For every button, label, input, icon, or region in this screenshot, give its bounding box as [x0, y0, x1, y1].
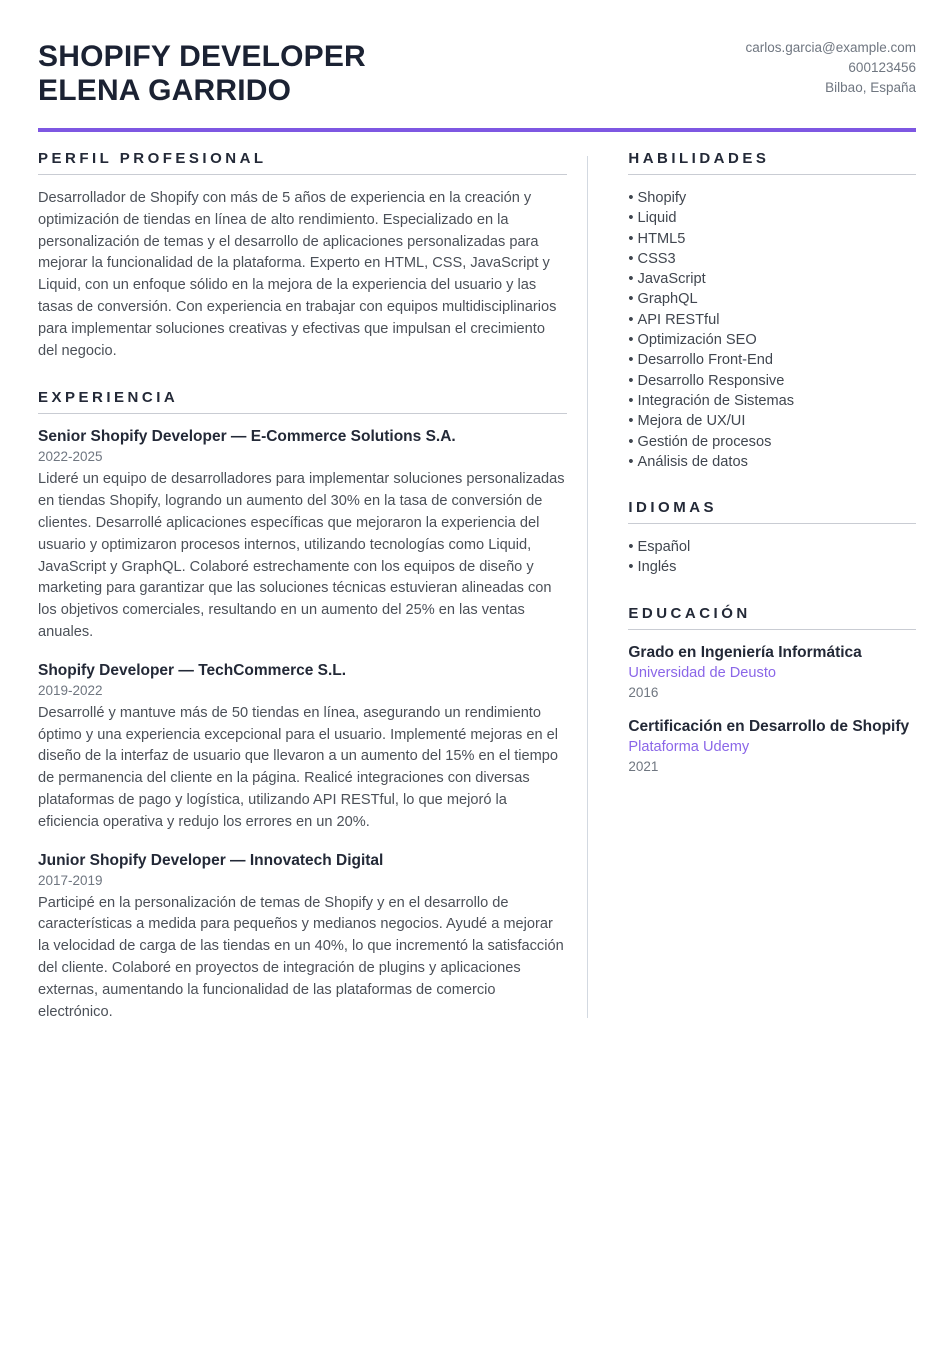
skill-item: • Mejora de UX/UI: [628, 411, 916, 431]
skill-item: • GraphQL: [628, 289, 916, 309]
education-heading: EDUCACIÓN: [628, 605, 916, 630]
languages-heading: IDIOMAS: [628, 499, 916, 524]
skills-list: [628, 188, 916, 472]
contact-phone: 600123456: [848, 60, 916, 75]
job-title: Senior Shopify Developer — E-Commerce Solutions S.A.: [38, 428, 456, 446]
skill-item: • API RESTful: [628, 310, 916, 330]
section-experience: [38, 389, 567, 1023]
accent-divider: [38, 128, 916, 132]
candidate-name: ELENA GARRIDO: [38, 74, 292, 107]
profile-heading: PERFIL PROFESIONAL: [38, 150, 567, 175]
education-entry: [628, 717, 916, 776]
skill-item: • Shopify: [628, 188, 916, 208]
right-column: [628, 150, 916, 1050]
contact-block: [745, 38, 916, 98]
section-profile: [38, 150, 567, 362]
job-entry: [38, 851, 567, 1024]
education-institution-link[interactable]: Plataforma Udemy: [628, 738, 750, 755]
resume-body: [38, 150, 916, 1050]
job-title: Junior Shopify Developer — Innovatech Digital: [38, 851, 384, 869]
education-title: Grado en Ingeniería Informática: [628, 643, 862, 661]
skill-item: • Optimización SEO: [628, 330, 916, 350]
job-entry: [38, 661, 567, 834]
name-block: [38, 40, 366, 108]
profile-text: Desarrollador de Shopify con más de 5 años de experiencia en la creación y optimización de tiendas en línea de alto rendimiento. Especializado en la personalización de temas y el desarrollo de aplicaciones personalizadas para mejorar la funcionalidad de la plataforma. Experto en HTML, CSS, JavaScript y Liquid, con un enfoque sólido en la mejora de la experiencia del usuario y las tasas de conversión. Con experiencia en trabajar con equipos multidisciplinarios para implementar soluciones creativas y efectivas que impulsan el crecimiento del negocio.: [38, 190, 557, 359]
contact-email: carlos.garcia@example.com: [745, 40, 916, 55]
job-period: 2022-2025: [38, 449, 103, 465]
skill-item: • HTML5: [628, 229, 916, 249]
skill-item: • Gestión de procesos: [628, 432, 916, 452]
job-period: 2017-2019: [38, 872, 103, 888]
resume-header: [38, 34, 916, 108]
job-title-heading: SHOPIFY DEVELOPER: [38, 40, 366, 73]
skill-item: • CSS3: [628, 249, 916, 269]
language-item: • Español: [628, 537, 916, 557]
skill-item: • JavaScript: [628, 269, 916, 289]
languages-list: [628, 537, 916, 578]
job-period: 2019-2022: [38, 682, 103, 698]
education-year: 2016: [628, 684, 659, 700]
skill-item: • Análisis de datos: [628, 452, 916, 472]
skill-item: • Desarrollo Front-End: [628, 350, 916, 370]
section-languages: [628, 499, 916, 578]
job-description: Lideré un equipo de desarrolladores para implementar soluciones personalizadas en tiendas Shopify, logrando un aumento del 30% en la tasa de conversión de clientes. Desarrollé aplicaciones específicas que mejoraron la experiencia del usuario y optimizaron procesos internos, utilizando tecnologías como Liquid, JavaScript y GraphQL. Colaboré estrechamente con los equipos de diseño y marketing para garantizar que las soluciones técnicas estuvieran alineadas con los objetivos comerciales, resultando en un aumento del 25% en las ventas anuales.: [38, 471, 565, 640]
column-divider: [587, 156, 588, 1018]
skill-item: • Integración de Sistemas: [628, 391, 916, 411]
job-entry: [38, 427, 567, 643]
skill-item: • Liquid: [628, 208, 916, 228]
experience-heading: EXPERIENCIA: [38, 389, 567, 414]
section-skills: [628, 150, 916, 472]
left-column: [38, 150, 567, 1050]
education-institution-link[interactable]: Universidad de Deusto: [628, 664, 776, 681]
section-education: [628, 605, 916, 776]
skill-item: • Desarrollo Responsive: [628, 371, 916, 391]
skills-heading: HABILIDADES: [628, 150, 916, 175]
job-description: Participé en la personalización de temas de Shopify y en el desarrollo de características a medida para pequeños y medianos negocios. Ayudé a mejorar la velocidad de carga de las tiendas en un 40%, lo que incrementó la satisfacción del cliente. Colaboré en proyectos de integración de plugins y aplicaciones externas, aumentando la funcionalidad de las plataformas de comercio electrónico.: [38, 894, 564, 1020]
education-year: 2021: [628, 758, 659, 774]
language-item: • Inglés: [628, 557, 916, 577]
job-title: Shopify Developer — TechCommerce S.L.: [38, 661, 347, 679]
education-entry: [628, 643, 916, 702]
education-title: Certificación en Desarrollo de Shopify: [628, 717, 910, 735]
contact-location: Bilbao, España: [825, 80, 916, 95]
job-description: Desarrollé y mantuve más de 50 tiendas en línea, asegurando un rendimiento óptimo y una experiencia excepcional para el usuario. Implementé mejoras en el diseño de la interfaz de usuario que llevaron a un aumento del 15% en el tiempo de permanencia del cliente en la página. Realicé integraciones con diversas plataformas de pago y logística, utilizando API RESTful, lo que mejoró la eficiencia operativa y redujo los errores en un 20%.: [38, 704, 559, 830]
